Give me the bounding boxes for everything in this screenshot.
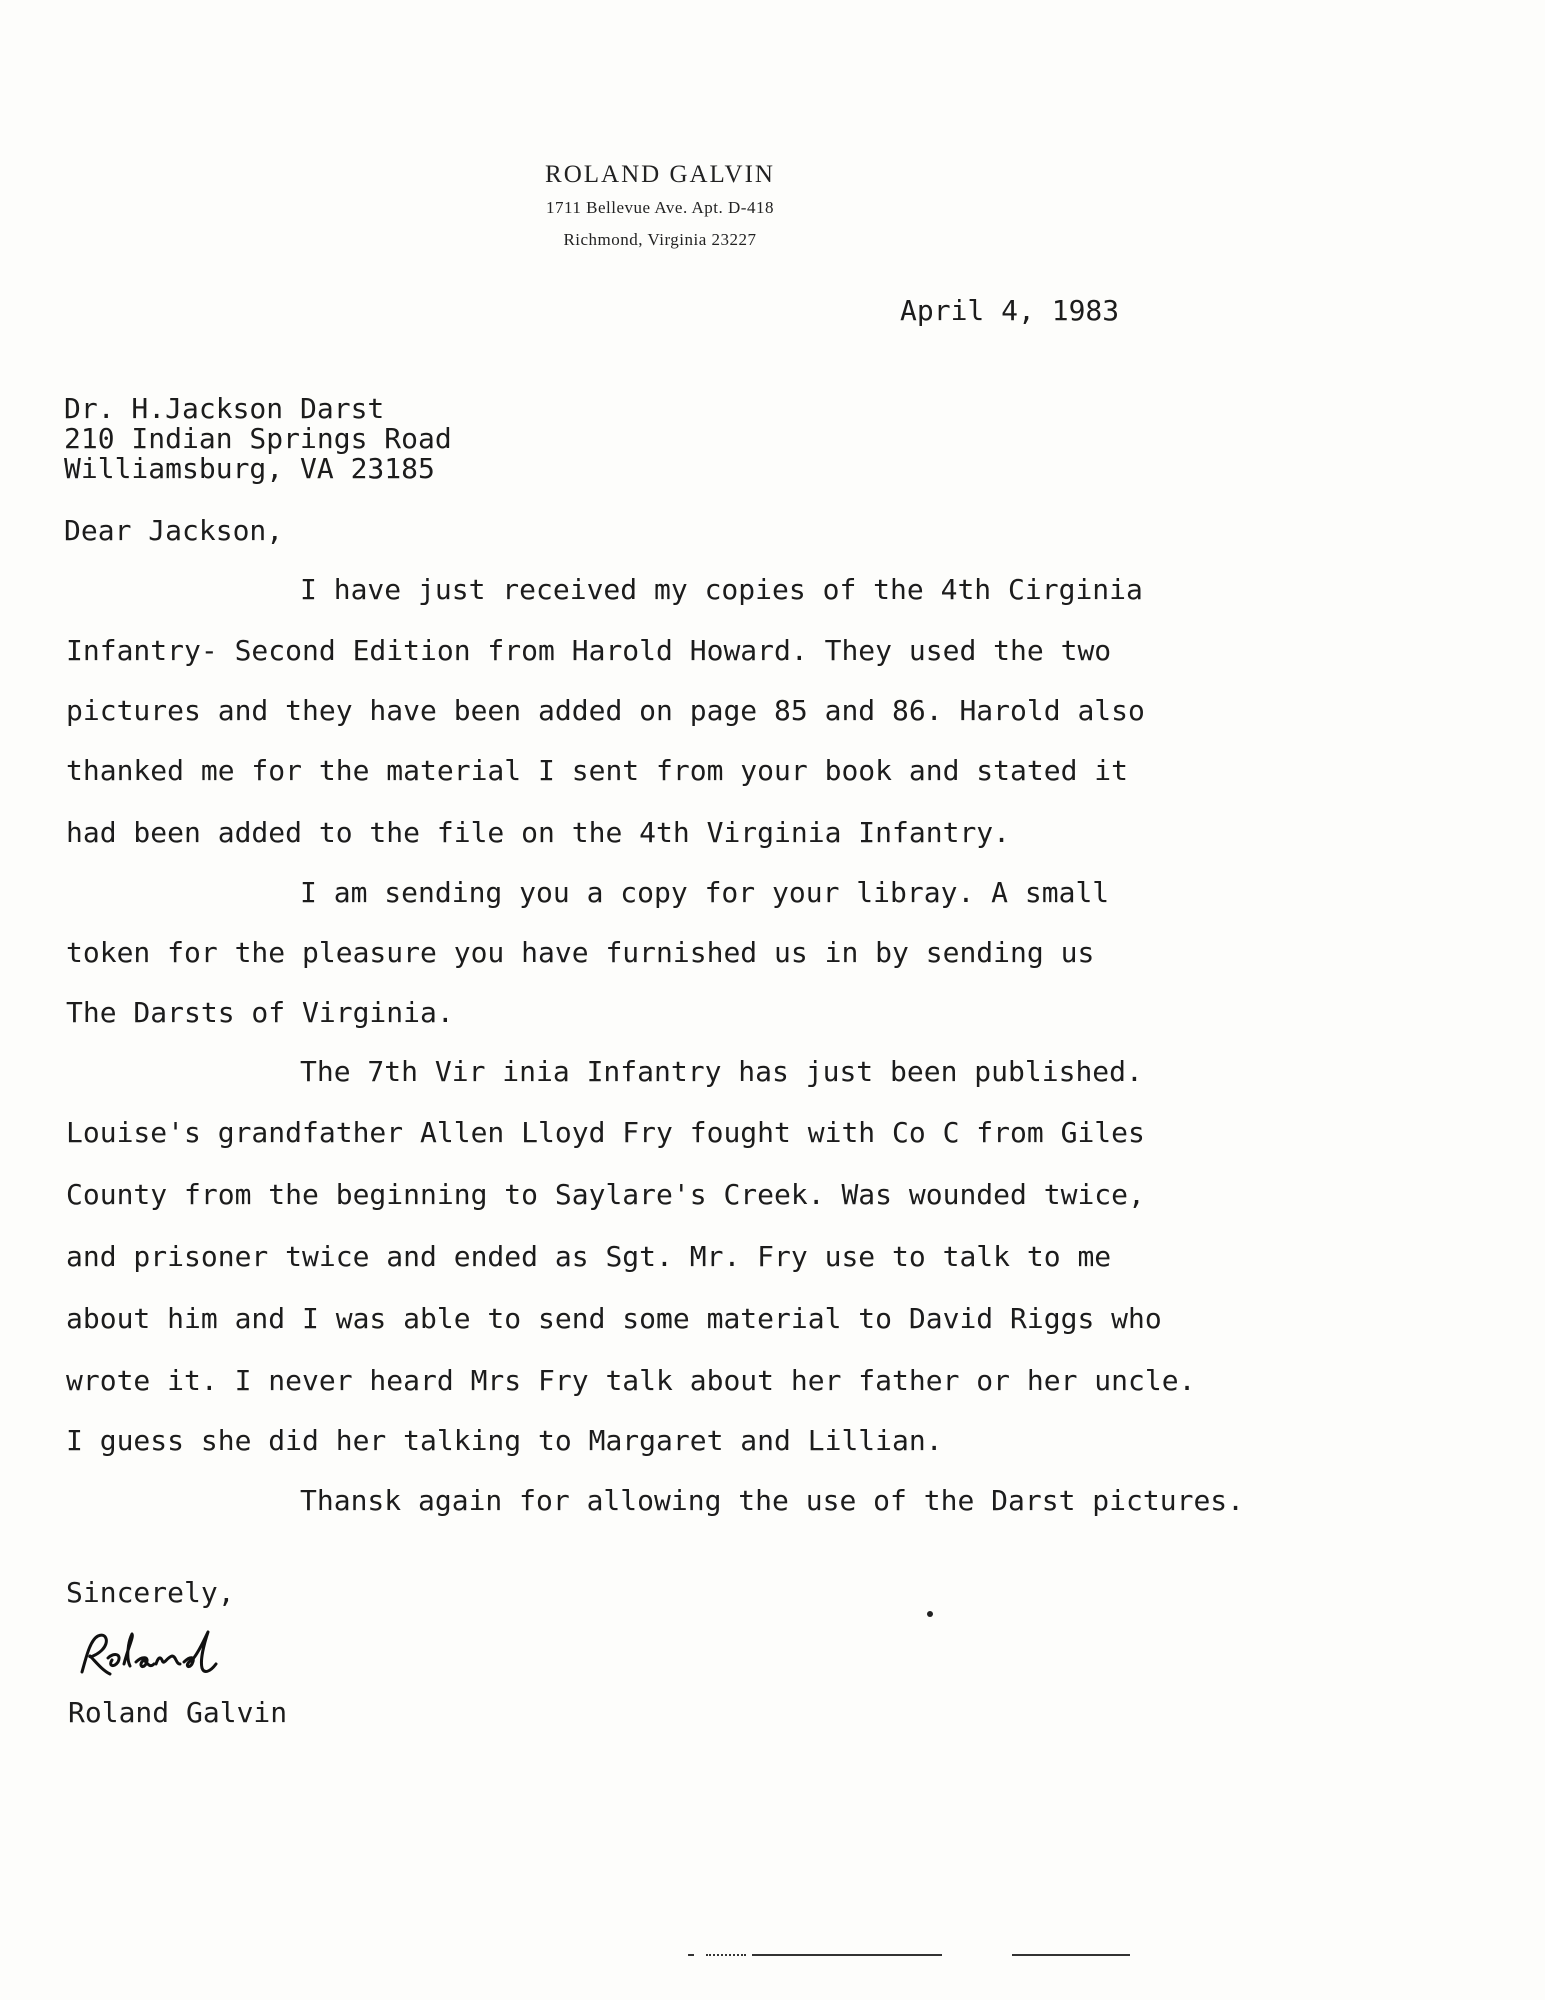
body-line: County from the beginning to Saylare's Creek. Was wounded twice,	[66, 1178, 1145, 1211]
body-line: had been added to the file on the 4th Virginia Infantry.	[66, 816, 1011, 849]
letterhead-street: 1711 Bellevue Ave. Apt. D-418	[546, 198, 774, 217]
body-line: I have just received my copies of the 4th Cirginia	[300, 573, 1143, 606]
letterhead-name: ROLAND GALVIN	[545, 161, 775, 188]
body-line: thanked me for the material I sent from your book and stated it	[66, 754, 1129, 787]
recipient-name: Dr. H.Jackson Darst	[64, 392, 385, 425]
body-line: I am sending you a copy for your libray. A small	[300, 876, 1110, 909]
signed-name: Roland Galvin	[68, 1696, 288, 1729]
letterhead-city: Richmond, Virginia 23227	[563, 230, 757, 249]
body-line: Infantry- Second Edition from Harold Howard. They used the two	[66, 634, 1112, 667]
handwritten-signature	[76, 1628, 236, 1684]
body-line: Louise's grandfather Allen Lloyd Fry fought with Co C from Giles	[66, 1116, 1145, 1149]
recipient-street: 210 Indian Springs Road	[64, 422, 452, 455]
salutation: Dear Jackson,	[64, 514, 284, 547]
body-line: The Darsts of Virginia.	[66, 996, 454, 1029]
body-line: and prisoner twice and ended as Sgt. Mr. Fry use to talk to me	[66, 1240, 1112, 1273]
body-line: Thansk again for allowing the use of the Darst pictures.	[300, 1484, 1245, 1517]
recipient-city: Williamsburg, VA 23185	[64, 452, 435, 485]
footer-rule	[1012, 1954, 1130, 1956]
closing: Sincerely,	[66, 1576, 235, 1609]
body-line: wrote it. I never heard Mrs Fry talk about her father or her uncle.	[66, 1364, 1196, 1397]
body-line: I guess she did her talking to Margaret and Lillian.	[66, 1424, 943, 1457]
body-line: pictures and they have been added on page 85 and 86. Harold also	[66, 694, 1145, 727]
footer-rule	[688, 1954, 694, 1956]
body-line: about him and I was able to send some material to David Riggs who	[66, 1302, 1162, 1335]
letter-date: April 4, 1983	[900, 294, 1120, 327]
body-line: token for the pleasure you have furnished us in by sending us	[66, 936, 1095, 969]
footer-rule	[752, 1954, 942, 1956]
stray-ink-dot	[927, 1611, 933, 1617]
footer-rule	[706, 1954, 746, 1956]
body-line: The 7th Vir inia Infantry has just been published.	[300, 1055, 1143, 1088]
letterhead	[430, 158, 890, 256]
